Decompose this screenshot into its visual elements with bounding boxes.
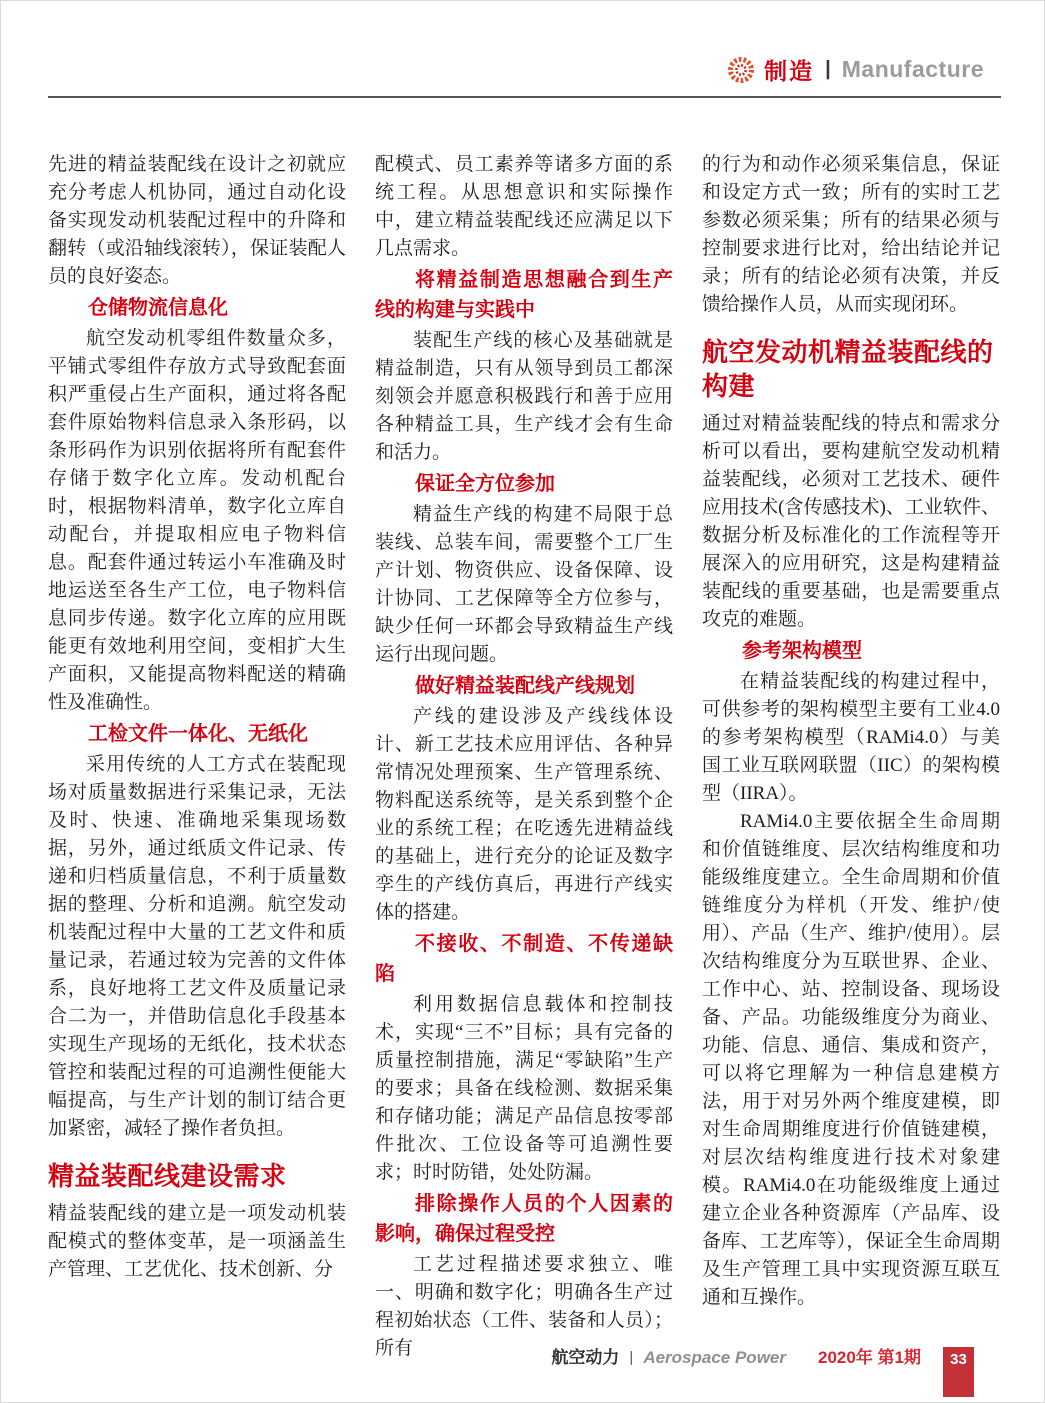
footer-issue-label: 2020年 第1期 xyxy=(818,1348,921,1367)
header-section-title-en: Manufacture xyxy=(841,56,984,82)
footer-separator: | xyxy=(629,1349,634,1366)
text-column xyxy=(48,151,346,1363)
body-paragraph: 采用传统的人工方式在装配现场对质量数据进行采集记录，无法及时、快速、准确地采集现场数据，另外，通过纸质文件记录、传递和归档质量信息，不利于质量数据的整理、分析和追溯。航空发动机装配过程中大量的工艺文件和质量记录，若通过较为完善的文件体系，良好地将工艺文件及质量记录合二为一，并借助信息化手段基本实现生产现场的无纸化，技术状态管控和装配过程的可追溯性便能大幅提高，与生产计划的制订结合更加紧密，减轻了操作者负担。 xyxy=(48,754,346,1139)
sub-heading: 不接收、不制造、不传递缺陷 xyxy=(375,933,673,985)
header-section-title-cn: 制造 xyxy=(764,58,815,84)
sub-heading: 参考架构模型 xyxy=(742,640,862,662)
rosette-icon xyxy=(727,56,755,84)
body-paragraph: 先进的精益装配线在设计之初就应充分考虑人机协同，通过自动化设备实现发动机装配过程中的升降和翻转（或沿轴线滚转），保证装配人员的良好姿态。 xyxy=(48,154,346,287)
sub-heading: 排除操作人员的个人因素的影响，确保过程受控 xyxy=(375,1193,673,1245)
sub-heading: 做好精益装配线产线规划 xyxy=(415,675,635,697)
sub-heading: 工检文件一体化、无纸化 xyxy=(88,723,308,745)
body-paragraph: 通过对精益装配线的特点和需求分析可以看出，要构建航空发动机精益装配线，必须对工艺技术、硬件应用技术(含传感技术)、工业软件、数据分析及标准化的工作流程等开展深入的应用研究，这是构建精益装配线的重要基础，也是需要重点攻克的难题。 xyxy=(702,413,1000,630)
body-paragraph: 装配生产线的核心及基础就是精益制造，只有从领导到员工都深刻领会并愿意积极践行和善于应用各种精益工具，生产线才会有生命和活力。 xyxy=(375,330,673,463)
page-header xyxy=(727,53,984,86)
sub-heading: 仓储物流信息化 xyxy=(88,297,228,319)
body-paragraph: 的行为和动作必须采集信息，保证和设定方式一致；所有的实时工艺参数必须采集；所有的结果必须与控制要求进行比对，给出结论并记录；所有的结论必须有决策，并反馈给操作人员，从而实现闭环。 xyxy=(702,154,1000,315)
body-paragraph: 产线的建设涉及产线线体设计、新工艺技术应用评估、各种异常情况处理预案、生产管理系统、物料配送系统等，是关系到整个企业的系统工程；在吃透先进精益线的基础上，进行充分的论证及数字孪生的产线仿真后，再进行产线实体的搭建。 xyxy=(375,706,673,923)
body-paragraph: 工艺过程描述要求独立、唯一、明确和数字化；明确各生产过程初始状态（工件、装备和人员）；所有 xyxy=(375,1254,673,1359)
body-paragraph: 精益装配线的建立是一项发动机装配模式的整体变革，是一项涵盖生产管理、工艺优化、技术创新、分 xyxy=(48,1203,346,1280)
text-column xyxy=(375,151,673,1363)
content-columns xyxy=(48,151,1001,1363)
body-paragraph: RAMi4.0主要依据全生命周期和价值链维度、层次结构维度和功能级维度建立。全生命周期和价值链维度分为样机（开发、维护/使用）、产品（生产、维护/使用）。层次结构维度分为互联世界、企业、工作中心、站、控制设备、现场设备、产品。功能级维度分为商业、功能、信息、通信、集成和资产，可以将它理解为一种信息建模方法，用于对另外两个维度建模，即对生命周期维度进行价值链建模，对层次结构维度进行技术对象建模。RAMi4.0在功能级维度上通过建立企业各种资源库（产品库、设备库、工艺库等），保证全生命周期及生产管理工具中实现资源互联互通和互操作。 xyxy=(702,811,1000,1308)
header-separator: | xyxy=(825,58,831,80)
footer-journal-name-cn: 航空动力 xyxy=(551,1348,620,1367)
page-number-badge xyxy=(943,1347,974,1397)
footer-journal-name-en: Aerospace Power xyxy=(643,1348,786,1367)
body-paragraph: 配模式、员工素养等诸多方面的系统工程。从思想意识和实际操作中，建立精益装配线还应满足以下几点需求。 xyxy=(375,154,673,259)
body-paragraph: 在精益装配线的构建过程中，可供参考的架构模型主要有工业4.0的参考架构模型（RAMi4.0）与美国工业互联网联盟（IIC）的架构模型（IIRA）。 xyxy=(702,671,1000,804)
page-footer xyxy=(551,1347,974,1397)
sub-heading: 保证全方位参加 xyxy=(415,473,555,495)
body-paragraph: 精益生产线的构建不局限于总装线、总装车间，需要整个工厂生产计划、物资供应、设备保障、设计协同、工艺保障等全方位参与，缺少任何一环都会导致精益生产线运行出现问题。 xyxy=(375,504,673,665)
sub-heading: 将精益制造思想融合到生产线的构建与实践中 xyxy=(375,269,673,321)
body-paragraph: 航空发动机零组件数量众多，平铺式零组件存放方式导致配套面积严重侵占生产面积，通过将各配套件原始物料信息录入条形码，以条形码作为识别依据将所有配套件存储于数字化立库。发动机配台时，根据物料清单，数字化立库自动配台，并提取相应电子物料信息。配套件通过转运小车准确及时地运送至各生产工位，电子物料信息同步传递。数字化立库的应用既能更有效地利用空间，变相扩大生产面积，又能提高物料配送的精确性及准确性。 xyxy=(48,328,346,713)
section-heading: 精益装配线建设需求 xyxy=(48,1161,287,1191)
page-number: 33 xyxy=(950,1351,967,1368)
header-rule xyxy=(48,96,1001,98)
text-column xyxy=(702,151,1000,1363)
body-paragraph: 利用数据信息载体和控制技术，实现“三不”目标；具有完备的质量控制措施，满足“零缺陷”生产的要求；具备在线检测、数据采集和存储功能；满足产品信息按零部件批次、工位设备等可追溯性要求；时时防错，处处防漏。 xyxy=(375,994,673,1183)
section-heading: 航空发动机精益装配线的构建 xyxy=(702,337,994,401)
